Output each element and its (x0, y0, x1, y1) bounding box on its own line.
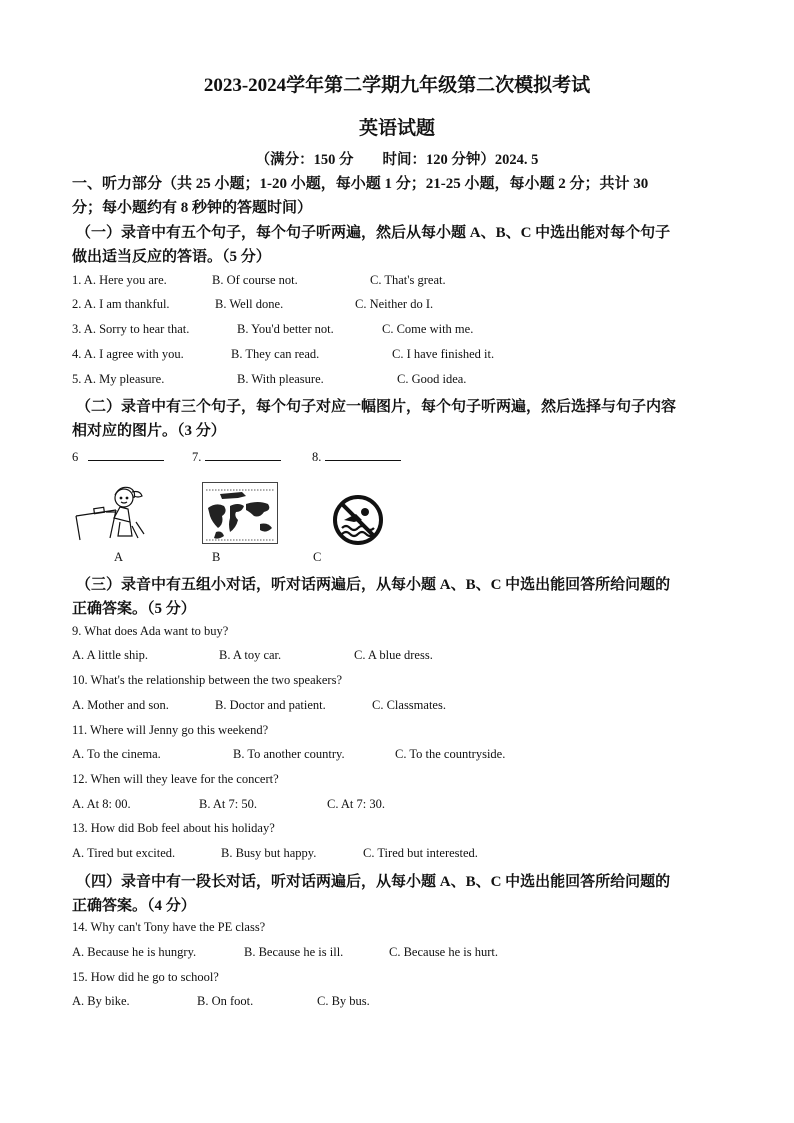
q7-answer-blank (192, 448, 281, 465)
q12-option-b: B. At 7: 50. (199, 797, 257, 811)
q5-option-a: 5. A. My pleasure. (72, 372, 165, 386)
q15-option-b: B. On foot. (197, 994, 254, 1008)
q15-option-c: C. By bus. (317, 994, 370, 1008)
girl-studying-icon (72, 482, 150, 544)
q1-option-c: C. That's great. (370, 273, 446, 287)
q8-number: 8. (312, 450, 322, 464)
q4-option-b: B. They can read. (231, 347, 320, 361)
q1-option-b: B. Of course not. (212, 273, 298, 287)
q13-option-a: A. Tired but excited. (72, 846, 176, 860)
q12-stem: 12. When will they leave for the concert? (72, 772, 279, 786)
q14-stem: 14. Why can't Tony have the PE class? (72, 920, 266, 934)
q2-option-a: 2. A. I am thankful. (72, 297, 170, 311)
q11-stem: 11. Where will Jenny go this weekend? (72, 723, 269, 737)
exam-meta: （满分：150 分 时间：120 分钟）2024. 5 (255, 152, 539, 168)
sec1-heading-line2: 做出适当反应的答语。（5 分） (72, 249, 271, 265)
sec4-heading-line1: （四）录音中有一段长对话，听对话两遍后，从每小题 A、B、C 中选出能回答所给问题的 (76, 874, 671, 890)
q9-option-a: A. A little ship. (72, 648, 149, 662)
q2-option-c: C. Neither do I. (355, 297, 434, 311)
q9-option-b: B. A toy car. (219, 648, 282, 662)
q2-option-b: B. Well done. (215, 297, 284, 311)
q8-answer-blank (312, 448, 401, 465)
q11-option-b: B. To another country. (233, 747, 345, 761)
q15-option-a: A. By bike. (72, 994, 130, 1008)
q14-option-b: B. Because he is ill. (244, 945, 344, 959)
part1-heading-line2: 分；每小题约有 8 秒钟的答题时间） (72, 200, 313, 216)
q9-stem: 9. What does Ada want to buy? (72, 624, 229, 638)
sec1-heading-line1: （一）录音中有五个句子，每个句子听两遍，然后从每小题 A、B、C 中选出能对每个句子 (76, 225, 671, 241)
picture-c-label: C (313, 550, 322, 564)
q7-number: 7. (192, 450, 202, 464)
q9-option-c: C. A blue dress. (354, 648, 433, 662)
world-map-airplane-icon (202, 482, 278, 544)
exam-subject: 英语试题 (358, 118, 435, 139)
q10-option-a: A. Mother and son. (72, 698, 169, 712)
picture-b-label: B (212, 550, 221, 564)
q10-stem: 10. What's the relationship between the two speakers? (72, 673, 342, 687)
q13-option-c: C. Tired but interested. (363, 846, 478, 860)
part1-heading-line1: 一、听力部分（共 25 小题；1-20 小题，每小题 1 分；21-25 小题，每小题 2 分；共计 30 (72, 176, 649, 192)
q3-option-a: 3. A. Sorry to hear that. (72, 322, 190, 336)
q15-stem: 15. How did he go to school? (72, 970, 219, 984)
sec4-heading-line2: 正确答案。（4 分） (72, 898, 196, 914)
q6-number: 6 (72, 450, 79, 464)
exam-title: 2023-2024学年第二学期九年级第二次模拟考试 (203, 75, 591, 96)
sec2-heading-line1: （二）录音中有三个句子，每个句子对应一幅图片，每个句子听两遍，然后选择与句子内容 (76, 399, 677, 415)
picture-a-label: A (114, 550, 124, 564)
q6-answer-blank (72, 448, 164, 465)
q11-option-c: C. To the countryside. (395, 747, 506, 761)
q3-option-b: B. You'd better not. (237, 322, 334, 336)
q5-option-c: C. Good idea. (397, 372, 467, 386)
q4-option-c: C. I have finished it. (392, 347, 495, 361)
q13-option-b: B. Busy but happy. (221, 846, 317, 860)
q3-option-c: C. Come with me. (382, 322, 474, 336)
sec2-heading-line2: 相对应的图片。（3 分） (72, 423, 226, 439)
q5-option-b: B. With pleasure. (237, 372, 324, 386)
q10-option-b: B. Doctor and patient. (215, 698, 326, 712)
q1-option-a: 1. A. Here you are. (72, 273, 167, 287)
q13-stem: 13. How did Bob feel about his holiday? (72, 821, 275, 835)
q12-option-a: A. At 8: 00. (72, 797, 131, 811)
q4-option-a: 4. A. I agree with you. (72, 347, 184, 361)
q14-option-c: C. Because he is hurt. (389, 945, 499, 959)
sec3-heading-line1: （三）录音中有五组小对话，听对话两遍后，从每小题 A、B、C 中选出能回答所给问题的 (76, 577, 671, 593)
q14-option-a: A. Because he is hungry. (72, 945, 197, 959)
q12-option-c: C. At 7: 30. (327, 797, 385, 811)
q10-option-c: C. Classmates. (372, 698, 446, 712)
q11-option-a: A. To the cinema. (72, 747, 161, 761)
no-swimming-sign-icon (332, 494, 384, 546)
sec3-heading-line2: 正确答案。（5 分） (72, 601, 196, 617)
